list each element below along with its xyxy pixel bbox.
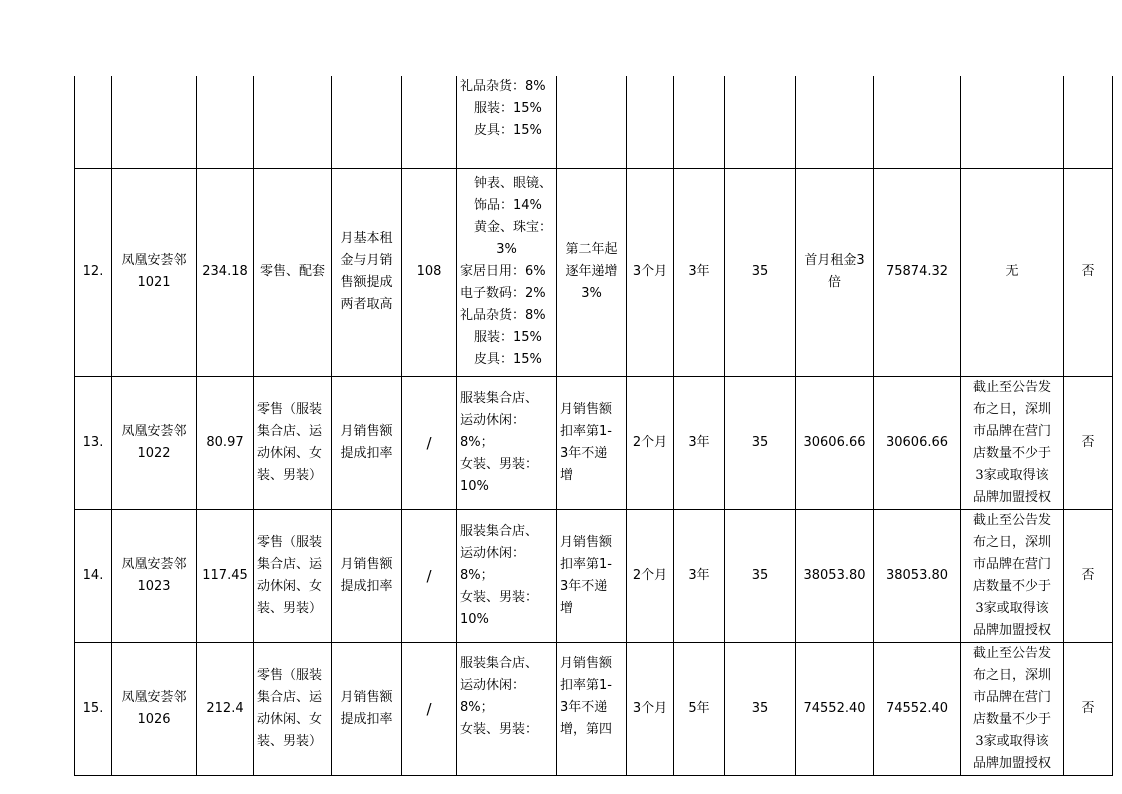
use-line: 动休闲、女 — [257, 711, 323, 727]
increase-cell — [557, 168, 627, 376]
col10-cell: 35 — [725, 376, 796, 509]
requirement-line: 店数量不少于 — [972, 445, 1051, 461]
category-line: 服装：15% — [474, 330, 542, 345]
category-line: 皮具：15% — [474, 352, 542, 367]
base-rent-cell — [402, 76, 457, 168]
use-line: 集合店、运 — [257, 423, 323, 439]
category-line: 服装：15% — [474, 101, 542, 116]
table-row — [75, 642, 1113, 775]
row-number-cell — [75, 76, 112, 168]
free-period-cell: 2个月 — [627, 509, 674, 642]
amount-cell: 75874.32 — [874, 168, 961, 376]
increase-line: 扣率第1- — [560, 677, 612, 693]
rent-method-line: 提成扣率 — [340, 711, 393, 727]
shop-cell — [112, 168, 197, 376]
increase-line: 扣率第1- — [560, 556, 612, 572]
col10-cell: 35 — [725, 168, 796, 376]
increase-line: 增 — [560, 467, 574, 483]
deposit-cell: 38053.80 — [796, 509, 874, 642]
category-line: 女装、男装： — [460, 456, 539, 472]
increase-line: 逐年递增 — [565, 264, 618, 279]
category-line: 服装集合店、 — [460, 655, 539, 671]
increase-line: 月销售额 — [560, 534, 613, 550]
rent-method-cell — [332, 509, 402, 642]
rent-method-line: 月基本租 — [340, 231, 393, 246]
requirement-line: 市品牌在营门 — [972, 423, 1051, 439]
amount-cell — [874, 76, 961, 168]
increase-line: 3年不递 — [560, 578, 608, 594]
shop-name: 凤凰安荟邻 — [121, 689, 187, 705]
increase-line: 扣率第1- — [560, 423, 612, 439]
rent-method-line: 月销售额 — [340, 689, 393, 705]
area-cell: 117.45 — [197, 509, 254, 642]
category-line: 8%； — [460, 699, 494, 715]
deposit-cell: 74552.40 — [796, 642, 874, 775]
free-period-cell: 2个月 — [627, 376, 674, 509]
term-cell: 5年 — [674, 642, 725, 775]
increase-cell — [557, 376, 627, 509]
category-line: 女装、男装： — [460, 721, 539, 737]
row-number-cell: 12. — [75, 168, 112, 376]
rent-method-cell — [332, 642, 402, 775]
category-line: 礼品杂货：8% — [460, 308, 546, 323]
amount-cell: 74552.40 — [874, 642, 961, 775]
increase-line: 第二年起 — [565, 242, 618, 257]
deposit-cell: 30606.66 — [796, 376, 874, 509]
area-cell: 234.18 — [197, 168, 254, 376]
deposit-line: 首月租金3 — [804, 253, 865, 268]
category-line: 10% — [460, 611, 489, 627]
category-rate-cell — [457, 76, 557, 168]
rent-method-cell — [332, 168, 402, 376]
term-cell: 3年 — [674, 509, 725, 642]
shop-cell — [112, 509, 197, 642]
shop-number: 1026 — [137, 711, 171, 727]
use-line: 零售（服装 — [257, 667, 323, 683]
flag-cell: 否 — [1064, 509, 1113, 642]
requirement-line: 布之日，深圳 — [972, 401, 1051, 417]
requirement-cell — [961, 642, 1064, 775]
category-line: 运动休闲： — [460, 545, 526, 561]
rent-method-line: 月销售额 — [340, 556, 393, 572]
free-period-cell — [627, 76, 674, 168]
use-line: 零售（服装 — [257, 534, 323, 550]
use-line: 动休闲、女 — [257, 445, 323, 461]
increase-cell — [557, 509, 627, 642]
shop-number: 1023 — [137, 578, 171, 594]
increase-line: 3年不递 — [560, 445, 608, 461]
shop-cell — [112, 76, 197, 168]
rent-method-line: 金与月销 — [340, 253, 393, 268]
category-rate-cell — [457, 168, 557, 376]
category-rate-cell — [457, 376, 557, 509]
requirement-line: 品牌加盟授权 — [972, 489, 1051, 505]
category-line: 家居日用：6% — [460, 264, 546, 279]
row-number-cell: 13. — [75, 376, 112, 509]
category-rate-cell — [457, 642, 557, 775]
requirement-line: 截止至公告发 — [972, 645, 1051, 661]
category-rate-cell — [457, 509, 557, 642]
requirement-line: 截止至公告发 — [972, 512, 1051, 528]
table-row — [75, 376, 1113, 509]
requirement-line: 截止至公告发 — [972, 379, 1051, 395]
increase-line: 增 — [560, 600, 574, 616]
shop-name: 凤凰安荟邻 — [121, 253, 187, 268]
base-rent-cell: / — [402, 509, 457, 642]
requirement-line: 布之日，深圳 — [972, 667, 1051, 683]
increase-cell — [557, 76, 627, 168]
row-number-cell: 14. — [75, 509, 112, 642]
base-rent-cell: / — [402, 642, 457, 775]
col10-cell: 35 — [725, 509, 796, 642]
table-row — [75, 76, 1113, 168]
use-line: 零售（服装 — [257, 401, 323, 417]
use-line: 集合店、运 — [257, 556, 323, 572]
base-rent-cell: / — [402, 376, 457, 509]
category-line: 运动休闲： — [460, 412, 526, 428]
requirement-line: 店数量不少于 — [972, 711, 1051, 727]
category-line: 服装集合店、 — [460, 523, 539, 539]
flag-cell: 否 — [1064, 642, 1113, 775]
shop-cell — [112, 642, 197, 775]
term-cell: 3年 — [674, 168, 725, 376]
use-cell — [254, 642, 332, 775]
flag-cell — [1064, 76, 1113, 168]
base-rent-cell: 108 — [402, 168, 457, 376]
requirement-line: 布之日，深圳 — [972, 534, 1051, 550]
term-cell — [674, 76, 725, 168]
requirement-line: 3家或取得该 — [975, 600, 1049, 616]
lease-table — [74, 76, 1113, 776]
rent-method-cell — [332, 76, 402, 168]
requirement-line: 品牌加盟授权 — [972, 755, 1051, 771]
requirement-cell — [961, 509, 1064, 642]
area-cell — [197, 76, 254, 168]
requirement-line: 3家或取得该 — [975, 733, 1049, 749]
requirement-line: 3家或取得该 — [975, 467, 1049, 483]
use-line: 装、男装） — [257, 467, 323, 483]
free-period-cell: 3个月 — [627, 168, 674, 376]
shop-number: 1022 — [137, 445, 171, 461]
category-line: 饰品：14% — [474, 198, 542, 213]
table-row — [75, 509, 1113, 642]
category-line: 服装集合店、 — [460, 390, 539, 406]
requirement-line: 市品牌在营门 — [972, 689, 1051, 705]
use-cell — [254, 76, 332, 168]
use-line: 集合店、运 — [257, 689, 323, 705]
amount-cell: 38053.80 — [874, 509, 961, 642]
shop-number: 1021 — [137, 275, 171, 290]
category-line: 8%； — [460, 434, 494, 450]
shop-name: 凤凰安荟邻 — [121, 556, 187, 572]
category-line: 运动休闲： — [460, 677, 526, 693]
col10-cell — [725, 76, 796, 168]
category-line: 礼品杂货：8% — [460, 79, 546, 94]
rent-method-cell — [332, 376, 402, 509]
category-line: 8%； — [460, 567, 494, 583]
increase-cell — [557, 642, 627, 775]
rent-method-line: 月销售额 — [340, 423, 393, 439]
use-cell — [254, 376, 332, 509]
deposit-cell — [796, 76, 874, 168]
area-cell: 212.4 — [197, 642, 254, 775]
category-line: 女装、男装： — [460, 589, 539, 605]
requirement-line: 品牌加盟授权 — [972, 622, 1051, 638]
flag-cell: 否 — [1064, 376, 1113, 509]
increase-line: 3% — [581, 286, 602, 301]
category-line: 电子数码：2% — [460, 286, 546, 301]
shop-name: 凤凰安荟邻 — [121, 423, 187, 439]
area-cell: 80.97 — [197, 376, 254, 509]
requirement-line: 市品牌在营门 — [972, 556, 1051, 572]
rent-method-line: 两者取高 — [340, 297, 393, 312]
flag-cell: 否 — [1064, 168, 1113, 376]
use-cell: 零售、配套 — [254, 168, 332, 376]
category-line: 10% — [460, 478, 489, 494]
deposit-cell — [796, 168, 874, 376]
amount-cell: 30606.66 — [874, 376, 961, 509]
use-cell — [254, 509, 332, 642]
increase-line: 3年不递 — [560, 699, 608, 715]
use-line: 动休闲、女 — [257, 578, 323, 594]
free-period-cell: 3个月 — [627, 642, 674, 775]
term-cell: 3年 — [674, 376, 725, 509]
requirement-cell: 无 — [961, 168, 1064, 376]
increase-line: 月销售额 — [560, 401, 613, 417]
use-line: 装、男装） — [257, 600, 323, 616]
rent-method-line: 售额提成 — [340, 275, 393, 290]
increase-line: 增，第四 — [560, 721, 613, 737]
requirement-line: 店数量不少于 — [972, 578, 1051, 594]
rent-method-line: 提成扣率 — [340, 445, 393, 461]
table-row — [75, 168, 1113, 376]
requirement-cell — [961, 376, 1064, 509]
use-line: 装、男装） — [257, 733, 323, 749]
increase-line: 月销售额 — [560, 655, 613, 671]
category-line: 钟表、眼镜、 — [474, 176, 553, 191]
category-line: 黄金、珠宝： — [474, 220, 553, 235]
category-line: 皮具：15% — [474, 123, 542, 138]
requirement-cell — [961, 76, 1064, 168]
shop-cell — [112, 376, 197, 509]
deposit-line: 倍 — [827, 275, 841, 290]
row-number-cell: 15. — [75, 642, 112, 775]
rent-method-line: 提成扣率 — [340, 578, 393, 594]
col10-cell: 35 — [725, 642, 796, 775]
category-line: 3% — [496, 242, 517, 257]
